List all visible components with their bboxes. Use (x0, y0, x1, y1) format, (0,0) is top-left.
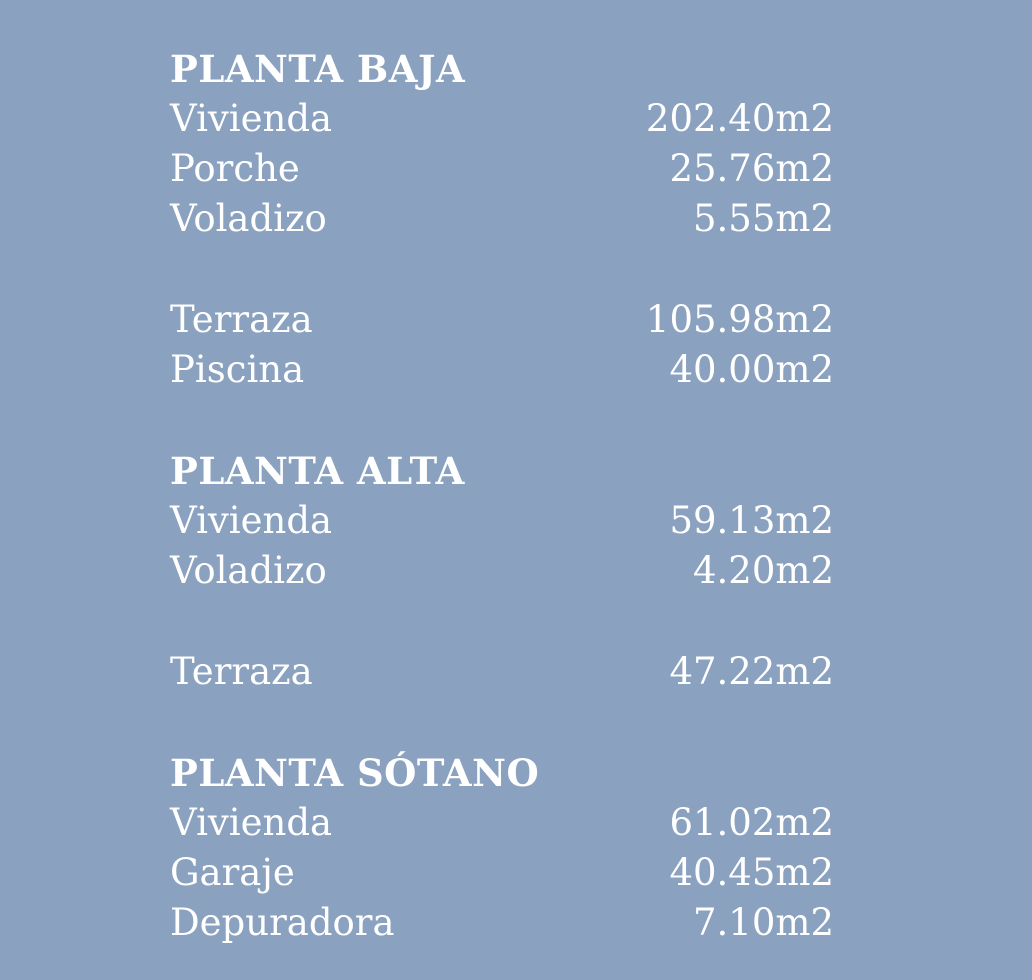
area-value: 59.13m2 (669, 499, 834, 542)
area-value: 5.55m2 (692, 197, 834, 240)
area-row (170, 647, 834, 697)
area-value: 202.40m2 (645, 97, 834, 140)
area-row (170, 546, 834, 596)
section-heading-planta-sotano: PLANTA SÓTANO (170, 751, 540, 795)
group-spacer (170, 596, 834, 647)
area-row (170, 194, 834, 244)
area-value: 40.00m2 (669, 348, 834, 391)
area-row (170, 798, 834, 848)
section-heading-planta-alta: PLANTA ALTA (170, 449, 465, 493)
area-label: Piscina (170, 348, 305, 391)
area-label: Terraza (170, 298, 313, 341)
area-row (170, 295, 834, 345)
area-label: Porche (170, 147, 300, 190)
area-label: Vivienda (170, 97, 333, 140)
area-label: Voladizo (170, 197, 327, 240)
area-label: Garaje (170, 851, 295, 894)
area-value: 40.45m2 (669, 851, 834, 894)
area-label: Vivienda (170, 801, 333, 844)
area-value: 105.98m2 (645, 298, 834, 341)
area-value: 25.76m2 (669, 147, 834, 190)
area-row (170, 345, 834, 395)
area-row (170, 94, 834, 144)
section-heading-planta-baja: PLANTA BAJA (170, 47, 466, 91)
surface-table (170, 44, 834, 948)
area-row (170, 496, 834, 546)
area-value: 7.10m2 (692, 901, 834, 944)
section-spacer (170, 395, 834, 446)
area-label: Vivienda (170, 499, 333, 542)
area-label: Depuradora (170, 901, 395, 944)
area-value: 4.20m2 (692, 549, 834, 592)
area-row (170, 848, 834, 898)
area-row (170, 144, 834, 194)
area-value: 61.02m2 (669, 801, 834, 844)
area-label: Terraza (170, 650, 313, 693)
area-row (170, 898, 834, 948)
area-value: 47.22m2 (669, 650, 834, 693)
section-spacer (170, 697, 834, 748)
area-label: Voladizo (170, 549, 327, 592)
group-spacer (170, 244, 834, 295)
